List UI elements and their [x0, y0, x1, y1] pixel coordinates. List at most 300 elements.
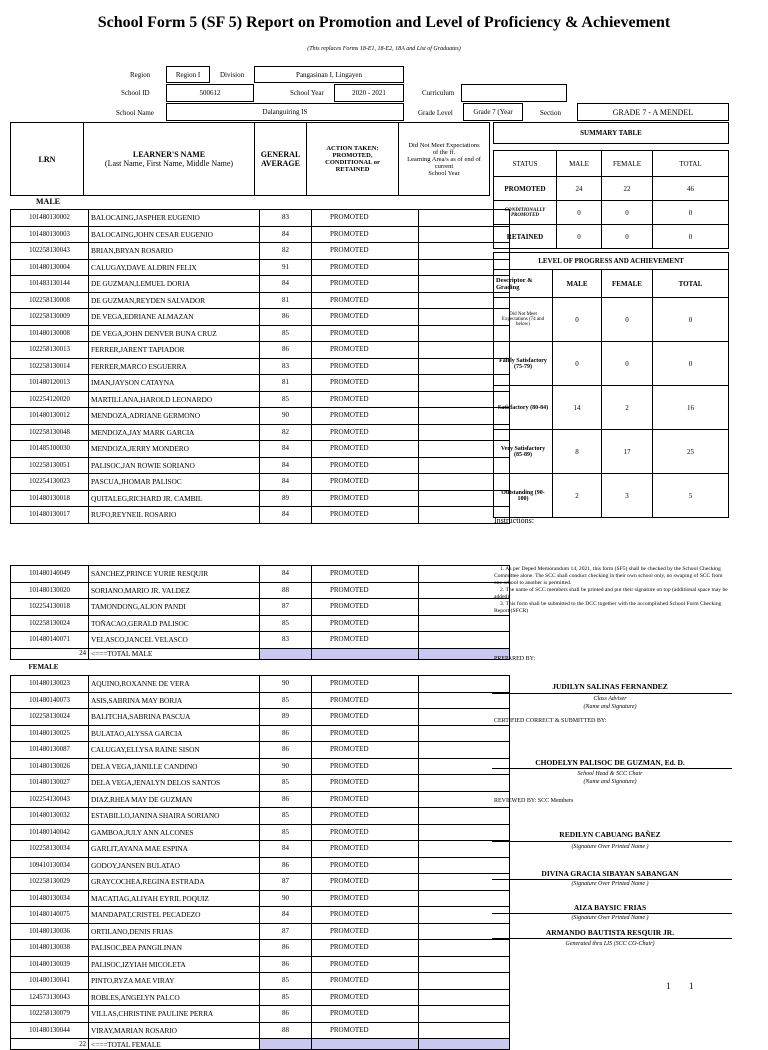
progress-row: [494, 298, 729, 342]
general-average-cell: 83: [260, 358, 312, 375]
learner-name-cell: BULATAO,ALYSSA GARCIA: [89, 725, 260, 742]
instruction-item: 2. The name of SCC members shall be printed and put their signature on top (additional space may be added): [494, 587, 728, 600]
learner-name-cell: SANCHEZ,PRINCE YURIE RESQUIR: [89, 566, 260, 583]
lrn-cell: 101480130002: [11, 210, 89, 227]
lrn-cell: 101480130087: [11, 742, 89, 759]
progress-value-cell: 0: [602, 298, 653, 342]
progress-value-cell: 16: [653, 386, 729, 430]
adviser-name: JUDILYN SALINAS FERNANDEZ: [552, 682, 668, 691]
progress-value-cell: 17: [602, 430, 653, 474]
learner-name-cell: PALISOC,JAN ROWIE SORIANO: [89, 457, 260, 474]
lrn-cell: 101480130036: [11, 923, 89, 940]
learner-name-cell: DELA VEGA,JANILLE CANDINO: [89, 758, 260, 775]
total-action-cell: [312, 1039, 419, 1050]
total-average-cell: [260, 648, 312, 659]
general-average-cell: 90: [260, 758, 312, 775]
lrn-cell: 102258130024: [11, 709, 89, 726]
total-male-row: [11, 648, 510, 659]
progress-value-cell: 25: [653, 430, 729, 474]
lrn-cell: 101480130041: [11, 973, 89, 990]
col-lrn-header: LRN: [10, 122, 84, 196]
instructions-label: Instructions:: [494, 516, 534, 525]
action-taken-cell: PROMOTED: [312, 824, 419, 841]
progress-value-cell: 2: [553, 474, 602, 518]
action-taken-cell: PROMOTED: [312, 507, 419, 524]
general-average-cell: 81: [260, 375, 312, 392]
did-not-meet-cell: [419, 742, 510, 759]
general-average-cell: 90: [260, 408, 312, 425]
action-taken-cell: PROMOTED: [312, 309, 419, 326]
general-average-cell: 86: [260, 742, 312, 759]
instructions-text: [494, 566, 730, 615]
progress-value-cell: 5: [653, 474, 729, 518]
progress-row: [494, 386, 729, 430]
table-row: [11, 890, 510, 907]
grade-level-value: Grade 7 (Year: [463, 103, 523, 121]
lrn-cell: 102254130018: [11, 599, 89, 616]
did-not-meet-cell: [419, 956, 510, 973]
learner-name-cell: DIAZ,RHEA MAY DE GUZMAN: [89, 791, 260, 808]
lrn-cell: 101480120013: [11, 375, 89, 392]
summary-row: [494, 201, 729, 225]
scc-member-1-note: (Signature Over Printed Name ): [571, 844, 649, 850]
adviser-note: (Name and Signature): [583, 704, 637, 710]
general-average-cell: 83: [260, 210, 312, 227]
general-average-cell: 85: [260, 775, 312, 792]
total-label-cell: <===TOTAL MALE: [89, 648, 260, 659]
general-average-cell: 84: [260, 507, 312, 524]
table-row: [11, 599, 510, 616]
total-count-cell: 22: [11, 1039, 89, 1050]
action-taken-cell: PROMOTED: [312, 775, 419, 792]
lrn-cell: 101480140042: [11, 824, 89, 841]
progress-descriptor-cell: Satisfactory (80-84): [494, 386, 553, 430]
general-average-cell: 89: [260, 709, 312, 726]
male-section-label: MALE: [36, 197, 60, 206]
summary-h-female: FEMALE: [602, 151, 653, 177]
summary-status-cell: CONDITIONALLY PROMOTED: [494, 201, 557, 225]
school-year-label: School Year: [290, 89, 324, 97]
action-taken-cell: PROMOTED: [312, 857, 419, 874]
division-label: Division: [220, 71, 245, 79]
table-row: [11, 309, 510, 326]
progress-value-cell: 0: [653, 298, 729, 342]
lrn-cell: 101480130003: [11, 226, 89, 243]
school-name-value: Dalanguiring IS: [166, 103, 404, 121]
learner-name-cell: CALUGAY,DAVE ALDRIN FELIX: [89, 259, 260, 276]
learner-name-cell: FERRER,MARCO ESGUERRA: [89, 358, 260, 375]
table-row: [11, 210, 510, 227]
action-taken-cell: PROMOTED: [312, 325, 419, 342]
table-row: [11, 857, 510, 874]
general-average-cell: 86: [260, 791, 312, 808]
grade-level-label: Grade Level: [418, 109, 453, 117]
lrn-cell: 101480140073: [11, 692, 89, 709]
general-average-cell: 87: [260, 874, 312, 891]
lrn-cell: 102258130014: [11, 358, 89, 375]
general-average-cell: 87: [260, 599, 312, 616]
learner-name-cell: MENDOZA,ADRIANE GERMONO: [89, 408, 260, 425]
action-taken-cell: PROMOTED: [312, 758, 419, 775]
action-taken-cell: PROMOTED: [312, 692, 419, 709]
learner-name-cell: GARLIT,AYANA MAE ESPINA: [89, 841, 260, 858]
lrn-cell: 102258130029: [11, 874, 89, 891]
table-row: [11, 907, 510, 924]
progress-h-desc: Descriptor & Grading: [494, 270, 553, 298]
table-row: [11, 582, 510, 599]
table-row: [11, 725, 510, 742]
lrn-cell: 101480130017: [11, 507, 89, 524]
action-taken-cell: PROMOTED: [312, 292, 419, 309]
action-taken-cell: PROMOTED: [312, 474, 419, 491]
learner-name-cell: AQUINO,ROXANNE DE VERA: [89, 676, 260, 693]
general-average-cell: 84: [260, 276, 312, 293]
lrn-cell: 101480130012: [11, 408, 89, 425]
summary-row: [494, 225, 729, 249]
summary-h-male: MALE: [557, 151, 602, 177]
instruction-item: 3. This form shall be submitted to the DCC together with the accomplished School Form Checking Report (SFCR): [494, 601, 722, 614]
action-taken-cell: PROMOTED: [312, 342, 419, 359]
scc-member-2-note: (Signature Over Printed Name ): [571, 881, 649, 887]
progress-row: [494, 430, 729, 474]
action-taken-cell: PROMOTED: [312, 490, 419, 507]
table-row: [11, 956, 510, 973]
progress-h-total: TOTAL: [653, 270, 729, 298]
general-average-cell: 84: [260, 566, 312, 583]
action-taken-cell: PROMOTED: [312, 599, 419, 616]
summary-value-cell: 46: [653, 177, 729, 201]
table-row: [11, 742, 510, 759]
action-taken-cell: PROMOTED: [312, 940, 419, 957]
table-row: [11, 615, 510, 632]
action-taken-cell: PROMOTED: [312, 973, 419, 990]
page-number-a: 1: [666, 981, 671, 991]
progress-value-cell: 0: [553, 342, 602, 386]
lrn-cell: 101480130023: [11, 676, 89, 693]
region-label: Region: [130, 71, 151, 79]
progress-title: LEVEL OF PROGRESS AND ACHIEVEMENT: [494, 253, 729, 270]
progress-value-cell: 0: [602, 342, 653, 386]
lrn-cell: 102258130008: [11, 292, 89, 309]
school-head-name: CHODELYN PALISOC DE GUZMAN, Ed. D.: [535, 758, 685, 767]
table-row: [11, 989, 510, 1006]
learner-name-cell: BALITCHA,SABRINA PASCUA: [89, 709, 260, 726]
general-average-cell: 85: [260, 989, 312, 1006]
learner-name-cell: RUFO,REYNEIL ROSARIO: [89, 507, 260, 524]
learner-name-cell: GODOY,JANSEN BULATAO: [89, 857, 260, 874]
general-average-cell: 86: [260, 940, 312, 957]
action-taken-cell: PROMOTED: [312, 210, 419, 227]
general-average-cell: 85: [260, 325, 312, 342]
action-taken-cell: PROMOTED: [312, 276, 419, 293]
general-average-cell: 85: [260, 692, 312, 709]
did-not-meet-cell: [419, 1022, 510, 1039]
action-taken-cell: PROMOTED: [312, 441, 419, 458]
learner-name-cell: MANDAPAT,CRISTEL PECADEZO: [89, 907, 260, 924]
scc-member-1: REDILYN CABUANG BAÑEZ: [559, 830, 661, 839]
table-row: [11, 775, 510, 792]
general-average-cell: 83: [260, 632, 312, 649]
learner-name-cell: ESTABILLO,JANINA SHAIRA SORIANO: [89, 808, 260, 825]
lrn-cell: 101480130008: [11, 325, 89, 342]
general-average-cell: 86: [260, 725, 312, 742]
table-row: [11, 226, 510, 243]
male-table-top: [10, 209, 510, 524]
learner-name-cell: MENDOZA,JAY MARK GARCIA: [89, 424, 260, 441]
table-row: [11, 808, 510, 825]
col-dnm-header: Did Not Meet Expectations of the ff. Learning Area/s as of end of current School Year: [398, 122, 490, 196]
table-row: [11, 824, 510, 841]
learner-name-cell: DE GUZMAN,REYDEN SALVADOR: [89, 292, 260, 309]
did-not-meet-cell: [419, 615, 510, 632]
learner-name-cell: MARTILLANA,HAROLD LEONARDO: [89, 391, 260, 408]
total-female-row: [11, 1039, 510, 1050]
learner-name-cell: DELA VEGA,JENALYN DELOS SANTOS: [89, 775, 260, 792]
general-average-cell: 84: [260, 441, 312, 458]
progress-value-cell: 0: [553, 298, 602, 342]
learner-name-cell: ORTILANO,DENIS FRIAS: [89, 923, 260, 940]
general-average-cell: 84: [260, 841, 312, 858]
lrn-cell: 101480140071: [11, 632, 89, 649]
did-not-meet-cell: [419, 973, 510, 990]
table-row: [11, 474, 510, 491]
table-row: [11, 791, 510, 808]
lrn-cell: 102254120020: [11, 391, 89, 408]
learner-name-cell: FERRER,JARENT TAPIADOR: [89, 342, 260, 359]
learner-name-cell: MENDOZA,JERRY MONDERO: [89, 441, 260, 458]
general-average-cell: 85: [260, 391, 312, 408]
general-average-cell: 87: [260, 923, 312, 940]
table-row: [11, 441, 510, 458]
general-average-cell: 85: [260, 615, 312, 632]
progress-value-cell: 2: [602, 386, 653, 430]
table-row: [11, 692, 510, 709]
progress-h-female: FEMALE: [602, 270, 653, 298]
learner-name-cell: PALISOC,IZYIAH MICOLETA: [89, 956, 260, 973]
general-average-cell: 82: [260, 243, 312, 260]
learner-name-cell: GRAYCOCHEA,REGINA ESTRADA: [89, 874, 260, 891]
lrn-cell: 101480130027: [11, 775, 89, 792]
action-taken-cell: PROMOTED: [312, 676, 419, 693]
summary-row: [494, 177, 729, 201]
general-average-cell: 89: [260, 490, 312, 507]
col-name-header: LEARNER'S NAME (Last Name, First Name, Middle Name): [83, 122, 255, 196]
progress-value-cell: 0: [653, 342, 729, 386]
table-row: [11, 566, 510, 583]
table-row: [11, 391, 510, 408]
lrn-cell: 101480130018: [11, 490, 89, 507]
general-average-cell: 84: [260, 907, 312, 924]
scc-member-4: ARMANDO BAUTISTA RESQUIR JR.: [545, 928, 675, 937]
curriculum-label: Curriculum: [422, 89, 455, 97]
summary-value-cell: 0: [602, 225, 653, 249]
summary-status-cell: RETAINED: [494, 225, 557, 249]
summary-value-cell: 0: [602, 201, 653, 225]
learner-name-cell: VILLAS,CHRISTINE PAULINE PERRA: [89, 1006, 260, 1023]
school-head-role: School Head & SCC Chair: [577, 771, 643, 777]
table-row: [11, 632, 510, 649]
form-subtitle: (This replaces Forms 18-E1, 18-E2, 18A and List of Graduates): [307, 46, 461, 52]
learner-name-cell: DE GUZMAN,LEMUEL DORIA: [89, 276, 260, 293]
action-taken-cell: PROMOTED: [312, 742, 419, 759]
did-not-meet-cell: [419, 989, 510, 1006]
learner-name-cell: BRIAN,BRYAN ROSARIO: [89, 243, 260, 260]
learner-name-cell: TOÑACAO,GERALD PALISOC: [89, 615, 260, 632]
table-row: [11, 243, 510, 260]
action-taken-cell: PROMOTED: [312, 375, 419, 392]
table-row: [11, 325, 510, 342]
summary-value-cell: 0: [653, 201, 729, 225]
lrn-cell: 102258130024: [11, 615, 89, 632]
progress-descriptor-cell: Did Not Meet Expectations (74 and below): [494, 298, 553, 342]
table-row: [11, 408, 510, 425]
table-row: [11, 676, 510, 693]
section-label-cell: FEMALE: [11, 659, 510, 676]
school-id-value: 500612: [166, 84, 254, 102]
lrn-cell: 102258130043: [11, 243, 89, 260]
summary-title: SUMMARY TABLE: [494, 123, 729, 144]
did-not-meet-cell: [419, 1006, 510, 1023]
lrn-cell: 101480130032: [11, 808, 89, 825]
lrn-cell: 102254130023: [11, 474, 89, 491]
general-average-cell: 84: [260, 474, 312, 491]
general-average-cell: 82: [260, 424, 312, 441]
total-action-cell: [312, 648, 419, 659]
table-row: [11, 923, 510, 940]
school-id-label: School ID: [121, 89, 150, 97]
division-value: Pangasinan I, Lingayen: [254, 66, 404, 83]
lrn-cell: 101480130044: [11, 1022, 89, 1039]
summary-value-cell: 0: [557, 201, 602, 225]
action-taken-cell: PROMOTED: [312, 709, 419, 726]
table-row: [11, 276, 510, 293]
col-average-header: GENERAL AVERAGE: [254, 122, 307, 196]
total-label-cell: <===TOTAL FEMALE: [89, 1039, 260, 1050]
action-taken-cell: PROMOTED: [312, 890, 419, 907]
adviser-role: Class Adviser: [593, 696, 627, 702]
action-taken-cell: PROMOTED: [312, 243, 419, 260]
action-taken-cell: PROMOTED: [312, 615, 419, 632]
action-taken-cell: PROMOTED: [312, 424, 419, 441]
certified-label: CERTIFIED CORRECT & SUBMITTED BY:: [494, 718, 607, 724]
curriculum-value: [461, 84, 567, 102]
general-average-cell: 86: [260, 956, 312, 973]
learner-name-cell: MACATIAG,ALIYAH EYRIL POQUIZ: [89, 890, 260, 907]
table-row: [11, 507, 510, 524]
progress-row: [494, 342, 729, 386]
scc-member-2: DIVINA GRACIA SIBAYAN SABANGAN: [541, 869, 679, 878]
lrn-cell: 101480130020: [11, 582, 89, 599]
action-taken-cell: PROMOTED: [312, 408, 419, 425]
form-title: School Form 5 (SF 5) Report on Promotion and Level of Proficiency & Achievement: [97, 14, 671, 31]
male-table-bottom: [10, 565, 510, 1050]
page-number-b: 1: [689, 981, 694, 991]
general-average-cell: 91: [260, 259, 312, 276]
progress-row: [494, 474, 729, 518]
region-value: Region I: [166, 66, 210, 83]
section-label: Section: [540, 109, 561, 117]
section-value: GRADE 7 - A MENDEL: [577, 103, 729, 121]
progress-value-cell: 14: [553, 386, 602, 430]
action-taken-cell: PROMOTED: [312, 725, 419, 742]
table-row: [11, 375, 510, 392]
table-row: [11, 457, 510, 474]
scc-member-3: AIZA BAYSIC FRIAS: [573, 903, 647, 912]
lrn-cell: 101480130038: [11, 940, 89, 957]
table-row: [11, 709, 510, 726]
action-taken-cell: PROMOTED: [312, 808, 419, 825]
lrn-cell: 101480130039: [11, 956, 89, 973]
action-taken-cell: PROMOTED: [312, 582, 419, 599]
table-row: [11, 841, 510, 858]
did-not-meet-cell: [419, 725, 510, 742]
general-average-cell: 88: [260, 582, 312, 599]
total-average-cell: [260, 1039, 312, 1050]
lrn-cell: 102258130079: [11, 1006, 89, 1023]
school-year-value: 2020 - 2021: [334, 84, 404, 102]
female-section-label: [11, 659, 510, 676]
lrn-cell: 101483130144: [11, 276, 89, 293]
total-dnm-cell: [419, 1039, 510, 1050]
action-taken-cell: PROMOTED: [312, 457, 419, 474]
action-taken-cell: PROMOTED: [312, 391, 419, 408]
table-row: [11, 292, 510, 309]
learner-name-cell: CALUGAY,ELLYSA RAINE SISON: [89, 742, 260, 759]
summary-value-cell: 22: [602, 177, 653, 201]
lrn-cell: 109410130034: [11, 857, 89, 874]
learner-name-cell: ROBLES,ANGELYN PALCO: [89, 989, 260, 1006]
table-row: [11, 874, 510, 891]
general-average-cell: 85: [260, 824, 312, 841]
col-action-header: ACTION TAKEN: PROMOTED, CONDITIONAL or RETAINED: [306, 122, 399, 196]
learner-name-cell: QUITALEG,RICHARD JR. CAMBIL: [89, 490, 260, 507]
table-row: [11, 259, 510, 276]
summary-h-status: STATUS: [494, 151, 557, 177]
summary-table: [493, 122, 729, 249]
action-taken-cell: PROMOTED: [312, 956, 419, 973]
total-count-cell: 24: [11, 648, 89, 659]
learner-name-cell: SORIANO,MARIO JR. VALDEZ: [89, 582, 260, 599]
table-row: [11, 424, 510, 441]
table-row: [11, 1022, 510, 1039]
lrn-cell: 102258130034: [11, 841, 89, 858]
summary-status-cell: PROMOTED: [494, 177, 557, 201]
table-row: [11, 1006, 510, 1023]
action-taken-cell: PROMOTED: [312, 1022, 419, 1039]
progress-value-cell: 8: [553, 430, 602, 474]
general-average-cell: 85: [260, 808, 312, 825]
progress-table: [493, 252, 729, 518]
did-not-meet-cell: [419, 632, 510, 649]
progress-descriptor-cell: Fairly Satisfactory (75-79): [494, 342, 553, 386]
action-taken-cell: PROMOTED: [312, 566, 419, 583]
progress-h-male: MALE: [553, 270, 602, 298]
lrn-cell: 101480130025: [11, 725, 89, 742]
learner-name-cell: BALOCAING,JASPHER EUGENIO: [89, 210, 260, 227]
general-average-cell: 90: [260, 890, 312, 907]
lrn-cell: 102258130051: [11, 457, 89, 474]
action-taken-cell: PROMOTED: [312, 923, 419, 940]
table-row: [11, 358, 510, 375]
learner-name-cell: VELASCO,JANCEL VELASCO: [89, 632, 260, 649]
general-average-cell: 84: [260, 457, 312, 474]
table-row: [11, 940, 510, 957]
general-average-cell: 88: [260, 1022, 312, 1039]
learner-name-cell: BALOCAING,JOHN CESAR EUGENIO: [89, 226, 260, 243]
action-taken-cell: PROMOTED: [312, 259, 419, 276]
lrn-cell: 101480140075: [11, 907, 89, 924]
table-row: [11, 973, 510, 990]
